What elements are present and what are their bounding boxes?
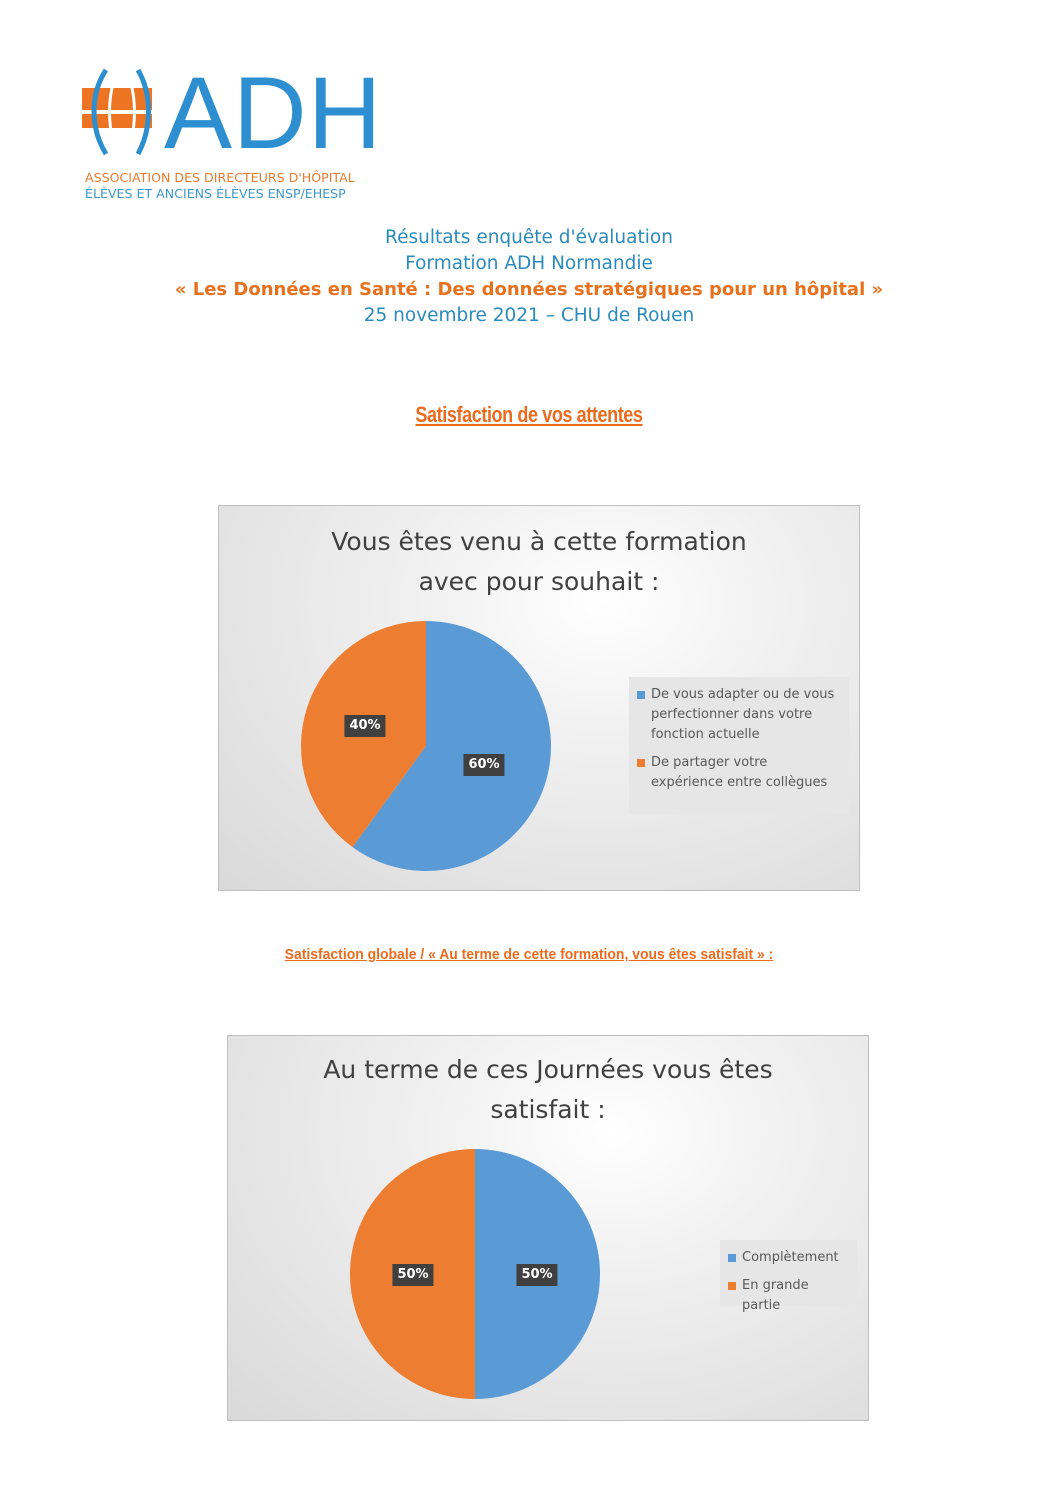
- legend-swatch-blue: [637, 691, 645, 699]
- chart-2-pie: [349, 1148, 601, 1400]
- legend-item: [637, 753, 843, 793]
- chart-2-title-line-2: satisfait :: [490, 1095, 606, 1124]
- legend-item: [728, 1248, 851, 1268]
- legend-label: De vous adapter ou de vous perfectionner dans votre fonction actuelle: [651, 687, 835, 742]
- section-title-global-satisfaction: Satisfaction globale / « Au terme de cette formation, vous êtes satisfait » :: [284, 946, 774, 963]
- legend-item: [728, 1276, 851, 1316]
- chart-1-legend: [629, 677, 849, 814]
- legend-item: [637, 685, 843, 745]
- chart-2-title-line-1: Au terme de ces Journées vous êtes: [323, 1055, 773, 1084]
- legend-label: En grande partie: [742, 1278, 809, 1313]
- chart-panel-1: [218, 505, 860, 891]
- legend-swatch-orange: [637, 759, 645, 767]
- chart-1-title-line-2: avec pour souhait :: [418, 567, 660, 596]
- training-theme: « Les Données en Santé : Des données stratégiques pour un hôpital »: [174, 279, 884, 300]
- logo-tagline-1: ASSOCIATION DES DIRECTEURS D'HÔPITAL: [85, 170, 355, 185]
- survey-title: Résultats enquête d'évaluation: [385, 227, 673, 248]
- data-label-slice-1: 60%: [463, 754, 504, 776]
- training-date-place: 25 novembre 2021 – CHU de Rouen: [363, 305, 695, 326]
- chart-2-legend: [720, 1240, 857, 1313]
- data-label-slice-2: 40%: [344, 715, 385, 737]
- adh-logo: [80, 56, 383, 206]
- logo-tagline-2: ÉLÈVES ET ANCIENS ÉLÈVES ENSP/EHESP: [85, 186, 346, 201]
- adh-logo-mark-icon: [80, 66, 162, 158]
- data-label-slice-1: 50%: [516, 1264, 557, 1286]
- section-title-expectations: Satisfaction de vos attentes: [415, 402, 643, 427]
- data-label-slice-2: 50%: [392, 1264, 433, 1286]
- legend-swatch-orange: [728, 1282, 736, 1290]
- legend-swatch-blue: [728, 1254, 736, 1262]
- training-name: Formation ADH Normandie: [405, 253, 653, 274]
- legend-label: De partager votre expérience entre collègues: [651, 755, 828, 790]
- legend-label: Complètement: [742, 1250, 839, 1265]
- chart-1-pie: [300, 620, 552, 872]
- logo-letters: ADH: [164, 56, 383, 170]
- chart-1-title-line-1: Vous êtes venu à cette formation: [331, 527, 747, 556]
- chart-panel-2: [227, 1035, 869, 1421]
